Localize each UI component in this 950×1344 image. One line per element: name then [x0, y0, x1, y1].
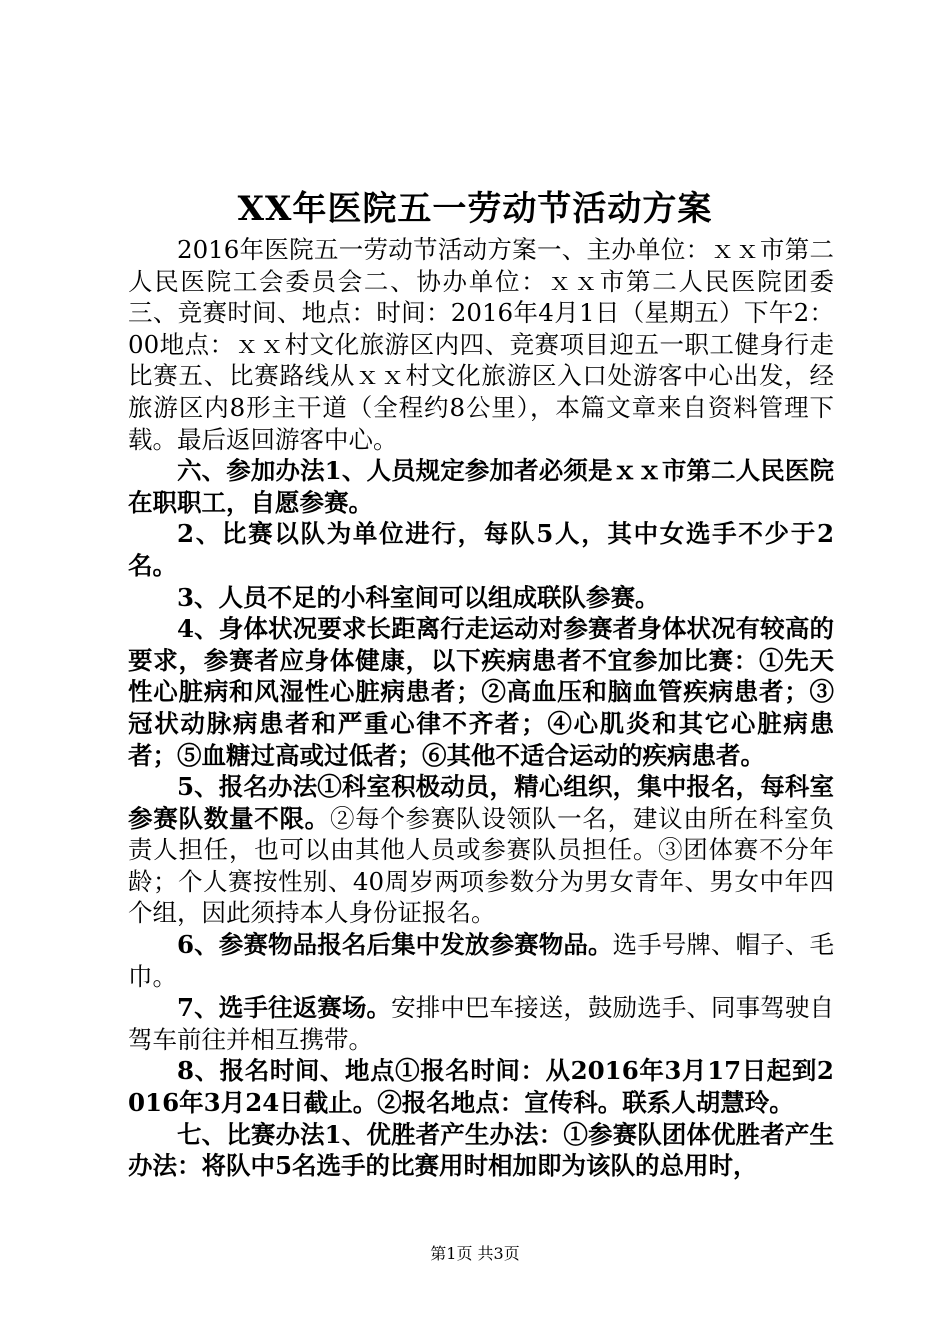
page-footer: 第1页 共3页 [430, 1244, 520, 1263]
paragraph-registration-time [128, 1055, 834, 1118]
paragraph-competition-rules [128, 1119, 834, 1182]
paragraph-registration-lead: 5、报名办法①科室积极动员，精心组织，集中报名，每科室参赛队数量不限。 [128, 772, 834, 833]
document-body [128, 234, 834, 1182]
paragraph-team-rule-text: 2、比赛以队为单位进行，每队5人，其中女选手不少于2名。 [128, 519, 834, 580]
paragraph-supplies [128, 929, 834, 992]
paragraph-registration [128, 771, 834, 929]
paragraph-transport-lead: 7、选手往返赛场。 [177, 993, 392, 1023]
paragraph-transport [128, 992, 834, 1055]
paragraph-registration-rest: ②每个参赛队设领队一名，建议由所在科室负责人担任，也可以由其他人员或参赛队员担任。③团体赛不分年龄；个人赛按性别、40周岁两项参数分为男女青年、男女中年四个组，因此须持本人身份证报名。 [128, 803, 835, 928]
paragraph-supplies-lead: 6、参赛物品报名后集中发放参赛物品。 [177, 930, 613, 960]
paragraph-health-text: 4、身体状况要求长距离行走运动对参赛者身体状况有较高的要求，参赛者应身体健康，以下疾病患者不宜参加比赛：①先天性心脏病和风湿性心脏病患者；②高血压和脑血管疾病患者；③冠状动脉病患者和严重心律不齐者；④心肌炎和其它心脏病患者；⑤血糖过高或过低者；⑥其他不适合运动的疾病患者。 [128, 614, 834, 770]
paragraph-participation [128, 455, 834, 518]
paragraph-registration-time-text: 8、报名时间、地点①报名时间：从2016年3月17日起到2016年3月24日截止。②报名地点：宣传科。联系人胡慧玲。 [128, 1056, 834, 1118]
paragraph-supplies-rest: 选手号牌、帽子、毛巾。 [128, 930, 835, 991]
paragraph-joint-team-text: 3、人员不足的小科室间可以组成联队参赛。 [177, 582, 660, 612]
paragraph-participation-text: 六、参加办法1、人员规定参加者必须是ｘｘ市第二人民医院在职职工，自愿参赛。 [128, 456, 834, 517]
paragraph-team-rule [128, 518, 834, 581]
document-title: XX年医院五一劳动节活动方案 [237, 189, 713, 229]
paragraph-competition-rules-text: 七、比赛办法1、优胜者产生办法：①参赛队团体优胜者产生办法：将队中5名选手的比赛用时相加即为该队的总用时， [128, 1119, 834, 1181]
paragraph-intro [128, 234, 834, 455]
paragraph-transport-rest: 安排中巴车接送，鼓励选手、同事驾驶自驾车前往并相互携带。 [128, 993, 835, 1054]
paragraph-health [128, 613, 834, 771]
paragraph-joint-team [128, 582, 834, 614]
paragraph-intro-text: 2016年医院五一劳动节活动方案一、主办单位：ｘｘ市第二人民医院工会委员会二、协办单位：ｘｘ市第二人民医院团委三、竞赛时间、地点：时间：2016年4月1日（星期五）下午2：00地点：ｘｘ村文化旅游区内四、竞赛项目迎五一职工健身行走比赛五、比赛路线从ｘｘ村文化旅游区入口处游客中心出发，经旅游区内8形主干道（全程约8公里），本篇文章来自资料管理下载。最后返回游客中心。 [128, 235, 834, 454]
